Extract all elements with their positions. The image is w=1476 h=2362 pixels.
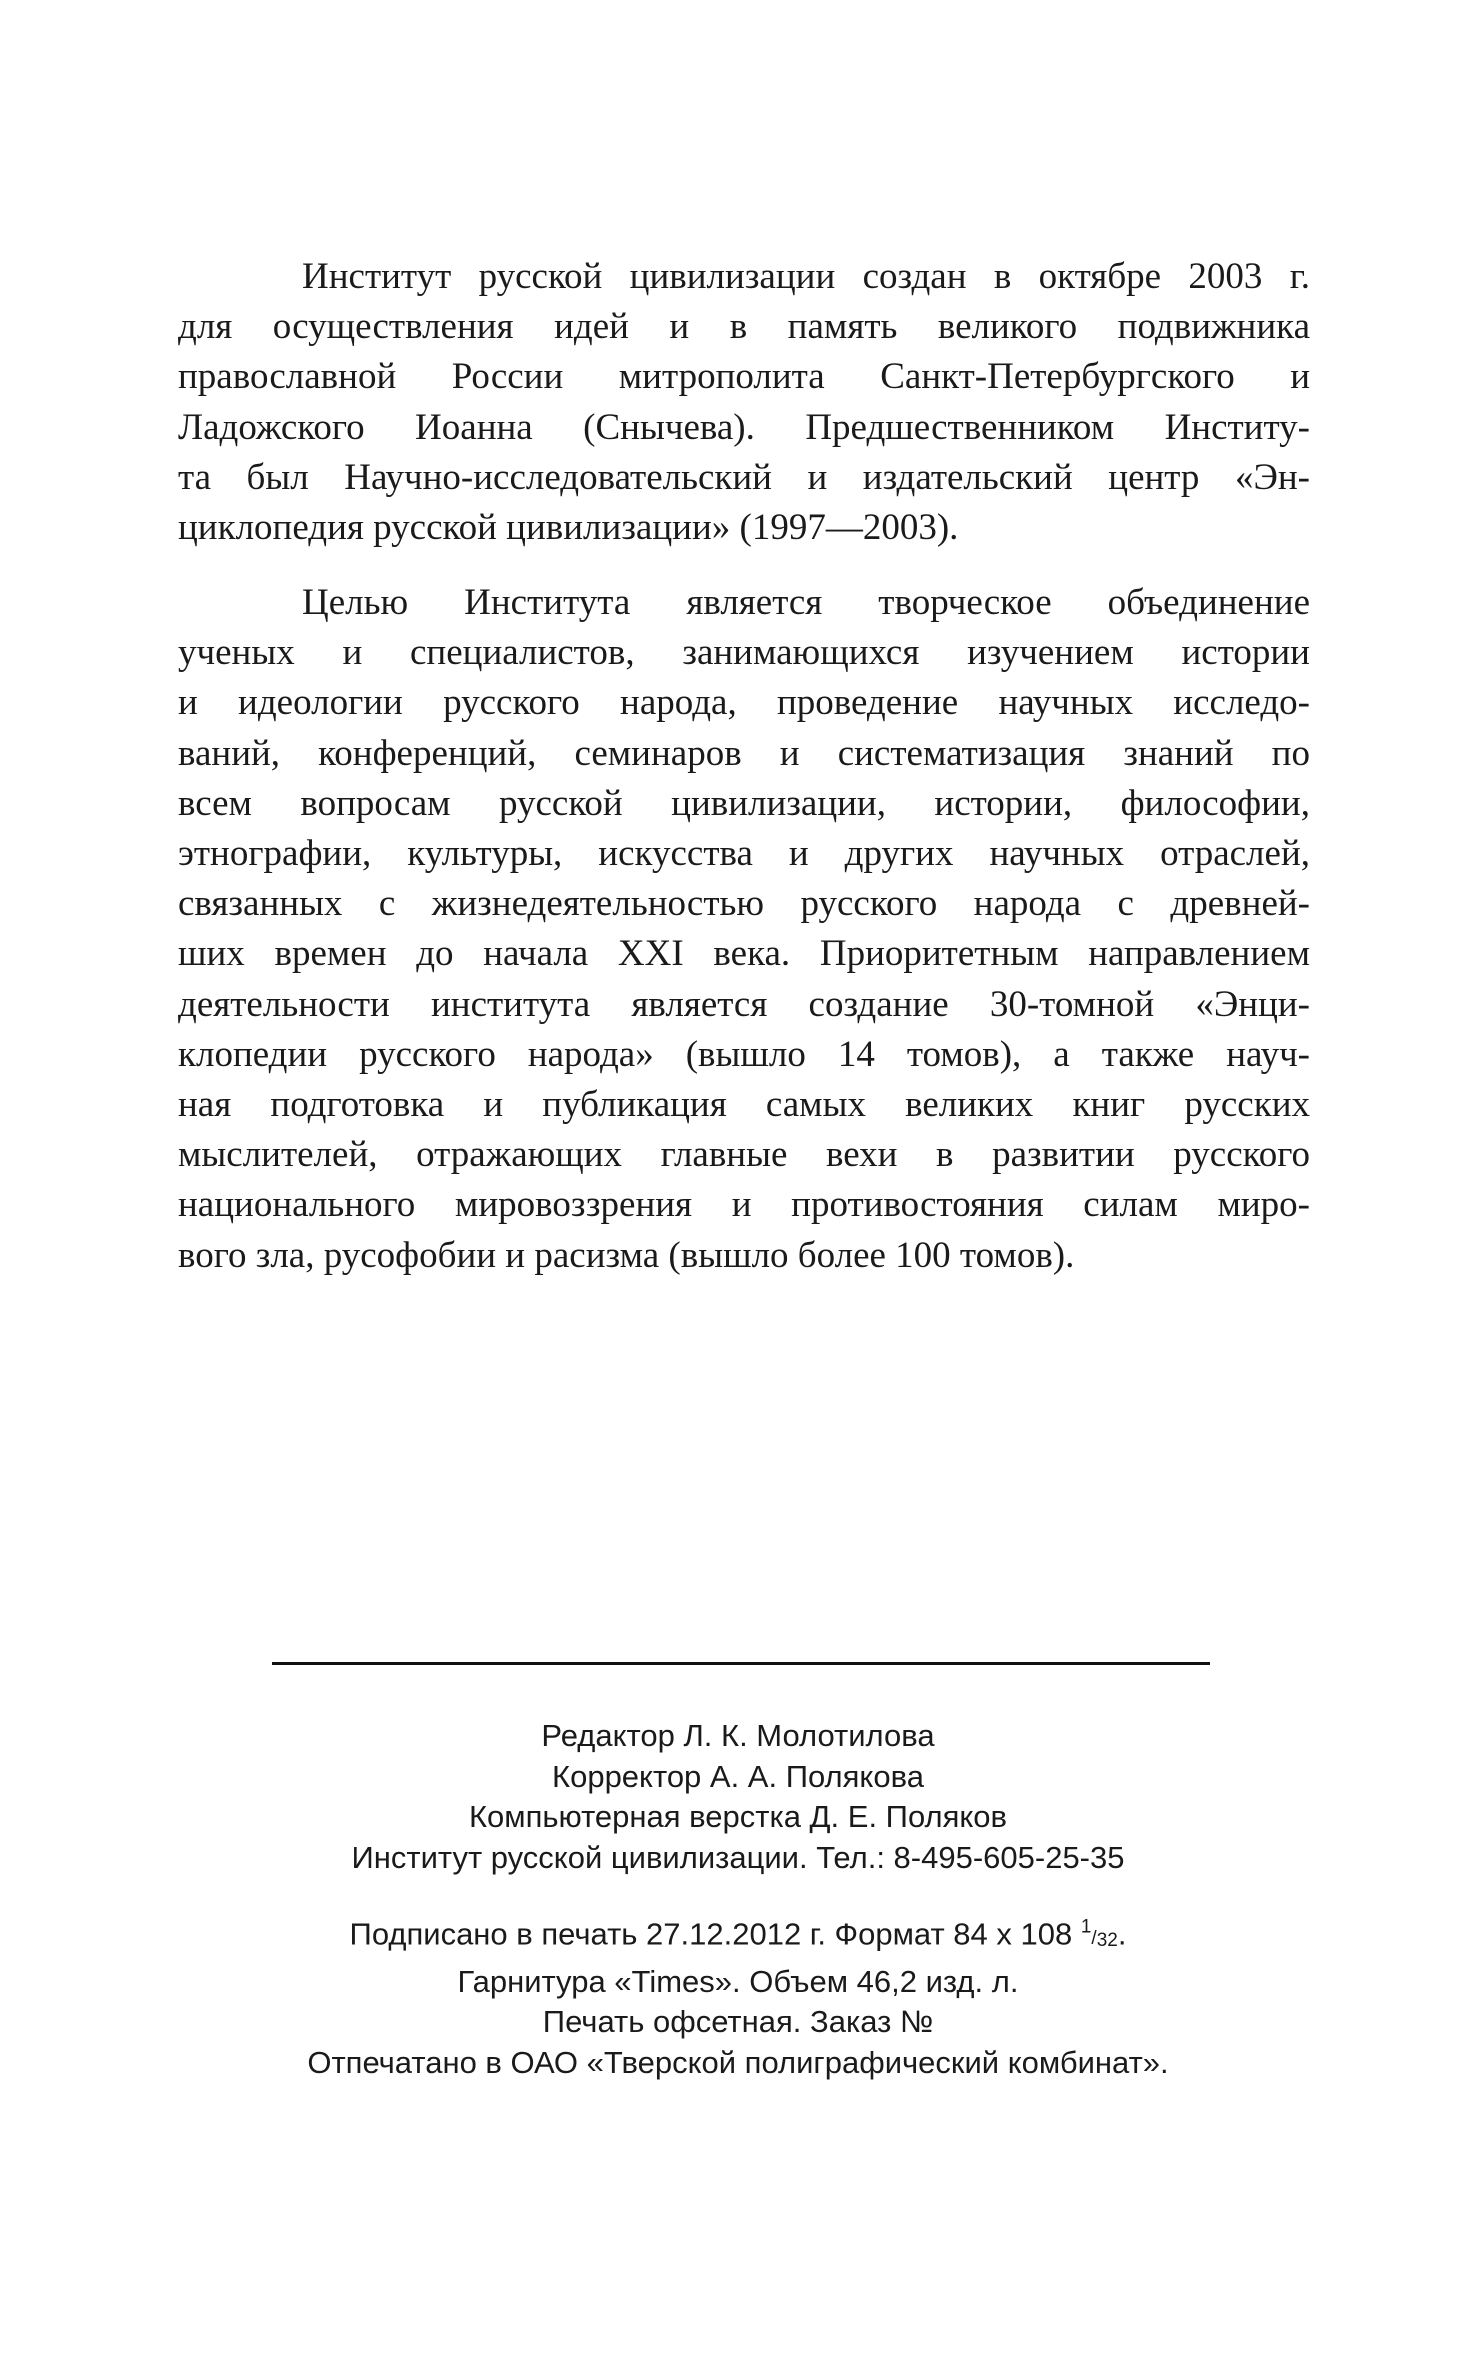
text-line: Институт русской цивилизации создан в октябре 2003 г. bbox=[302, 256, 1310, 297]
signed-for-print bbox=[0, 1908, 1476, 1962]
signed-suffix: . bbox=[1117, 1916, 1127, 1952]
text-line: для осуществления идей и в память великого подвижника bbox=[178, 306, 1310, 348]
text-line: мыслителей, отражающих главные вехи в развитии русского bbox=[178, 1134, 1310, 1176]
format-fraction bbox=[1080, 1917, 1118, 1952]
signed-prefix: Подписано в печать 27.12.2012 г. Формат 84 х 108 bbox=[349, 1916, 1081, 1952]
text-line: ная подготовка и публикация самых великих книг русских bbox=[178, 1084, 1310, 1126]
text-line: православной России митрополита Санкт-Петербургского и bbox=[178, 356, 1310, 398]
layout-credit: Компьютерная верстка Д. Е. Поляков bbox=[468, 1799, 1008, 1834]
text-line: деятельности института является создание 30-томной «Энци- bbox=[178, 983, 1310, 1025]
printed-at: Отпечатано в ОАО «Тверской полиграфический комбинат». bbox=[307, 2044, 1169, 2080]
format-numerator: 1 bbox=[1080, 1917, 1092, 1938]
text-line: и идеологии русского народа, проведение научных исследо- bbox=[178, 682, 1310, 724]
typeface-volume: Гарнитура «Times». Объем 46,2 изд. л. bbox=[457, 1963, 1019, 1999]
institute-contact: Институт русской цивилизации. Тел.: 8-495-605-25-35 bbox=[351, 1839, 1125, 1875]
text-line: связанных с жизнедеятельностью русского народа с древней- bbox=[178, 883, 1310, 925]
text-line: клопедии русского народа» (вышло 14 томов), а также науч- bbox=[178, 1033, 1310, 1075]
text-line: этнографии, культуры, искусства и других научных отраслей, bbox=[178, 833, 1310, 875]
text-line: всем вопросам русской цивилизации, истории, философии, bbox=[178, 782, 1310, 824]
editor-credit: Редактор Л. К. Молотилова bbox=[541, 1718, 935, 1753]
text-line: циклопедия русской цивилизации» (1997—2003). bbox=[178, 507, 959, 549]
format-denominator: 32 bbox=[1096, 1930, 1118, 1952]
text-line: Ладожского Иоанна (Снычева). Предшественником Институ- bbox=[178, 406, 1310, 448]
text-line: ваний, конференций, семинаров и систематизация знаний по bbox=[178, 732, 1310, 774]
paragraph-institute-goals bbox=[178, 578, 1310, 1281]
text-line: Целью Института является творческое объединение bbox=[302, 582, 1310, 623]
section-divider bbox=[272, 1662, 1210, 1665]
proofreader-credit: Корректор А. А. Полякова bbox=[552, 1758, 924, 1794]
text-line: ученых и специалистов, занимающихся изучением истории bbox=[178, 632, 1310, 674]
text-line: вого зла, русофобии и расизма (вышло более 100 томов). bbox=[178, 1234, 1075, 1276]
paragraph-institute-history bbox=[178, 252, 1310, 553]
credits-block bbox=[0, 1716, 1476, 1878]
print-order: Печать офсетная. Заказ № bbox=[542, 2004, 934, 2040]
format-slash: / bbox=[1091, 1928, 1097, 1950]
text-line: та был Научно-исследовательский и издательский центр «Эн- bbox=[178, 456, 1310, 498]
printing-info-block bbox=[0, 1908, 1476, 2083]
text-line: национального мировоззрения и противостояния силам миро- bbox=[178, 1184, 1310, 1226]
text-line: ших времен до начала XXI века. Приоритетным направлением bbox=[178, 933, 1310, 975]
